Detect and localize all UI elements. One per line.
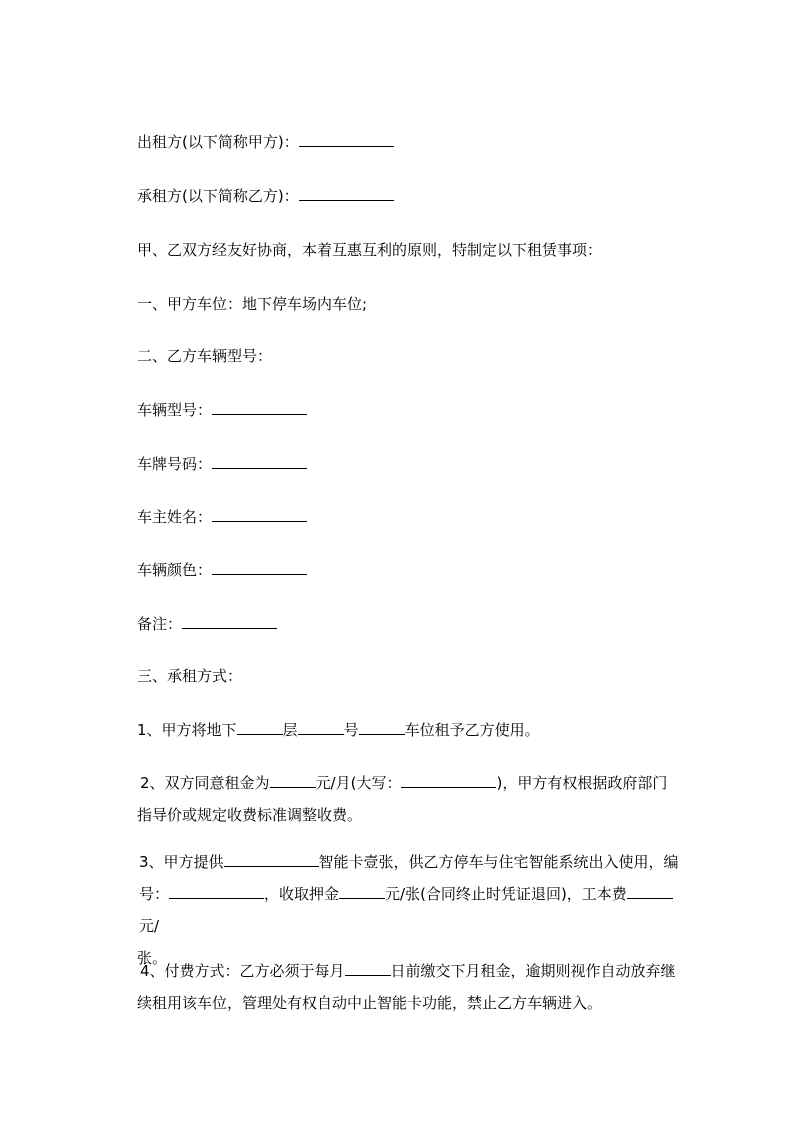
item3-text-g: 张。 (137, 949, 168, 967)
remark-blank[interactable] (182, 614, 277, 629)
vehicle-model-line (137, 400, 307, 420)
vehicle-color-blank[interactable] (212, 560, 307, 575)
item2-text-a: 2、双方同意租金为 (140, 774, 270, 792)
lessor-label: 出租方(以下简称甲方)： (137, 133, 299, 151)
card-provider-blank[interactable] (224, 852, 319, 867)
lessee-blank[interactable] (299, 186, 394, 201)
item3-text-f: 元/ (139, 917, 160, 935)
item4-text-a: 4、付费方式：乙方必须于每月 (140, 962, 345, 980)
deposit-blank[interactable] (339, 884, 385, 899)
item2-text-b: 元/月(大写： (315, 774, 402, 792)
lessor-line (137, 132, 394, 152)
item2-text-c: )，甲方有权根据政府部门 (496, 774, 668, 792)
payment-day-blank[interactable] (345, 961, 391, 976)
item4-text-c: 续租用该车位，管理处有权自动中止智能卡功能，禁止乙方车辆进入。 (137, 994, 603, 1012)
remark-line (137, 614, 277, 634)
space-blank[interactable] (359, 720, 405, 735)
item1-text-a: 1、甲方将地下 (137, 721, 237, 739)
plate-number-line (137, 454, 307, 474)
item3-text-e: 元/张(合同终止时凭证退回)，工本费 (385, 885, 627, 903)
section1-text: 一、甲方车位：地下停车场内车位; (137, 295, 368, 313)
item3-text-d: ，收取押金 (264, 885, 340, 903)
section2-title: 二、乙方车辆型号： (137, 347, 273, 365)
vehicle-color-label: 车辆颜色： (137, 561, 213, 579)
item1-text-b: 层 (282, 721, 298, 739)
rent-uppercase-blank[interactable] (401, 773, 496, 788)
item4-paragraph (109, 955, 689, 1019)
lessor-blank[interactable] (299, 132, 394, 147)
plate-number-label: 车牌号码： (137, 455, 213, 473)
card-number-blank[interactable] (169, 884, 264, 899)
section3-title: 三、承租方式： (137, 667, 243, 685)
lessee-line (137, 186, 394, 206)
owner-name-label: 车主姓名： (137, 508, 213, 526)
plate-number-blank[interactable] (212, 454, 307, 469)
item4-text-b: 日前缴交下月租金，逾期则视作自动放弃继 (390, 962, 676, 980)
item3-text-a: 3、甲方提供 (139, 853, 224, 871)
lessee-label: 承租方(以下简称乙方)： (137, 187, 299, 205)
item3-text-b: 智能卡壹张，供乙方停车与住宅智能系统出入使用，编 (318, 853, 679, 871)
intro-text: 甲、乙双方经友好协商，本着互惠互利的原则，特制定以下租赁事项： (137, 241, 603, 259)
item2-paragraph (109, 767, 689, 831)
owner-name-line (137, 507, 307, 527)
item2-text-d: 指导价或规定收费标准调整收费。 (137, 806, 363, 824)
rent-blank[interactable] (270, 773, 316, 788)
item1-text-d: 车位租予乙方使用。 (404, 721, 540, 739)
vehicle-color-line (137, 560, 307, 580)
fee-blank[interactable] (627, 884, 673, 899)
floor-blank[interactable] (237, 720, 283, 735)
vehicle-model-blank[interactable] (212, 400, 307, 415)
owner-name-blank[interactable] (212, 507, 307, 522)
item3-text-c: 号： (139, 885, 170, 903)
number-blank[interactable] (298, 720, 344, 735)
item1-line (137, 720, 540, 740)
vehicle-model-label: 车辆型号： (137, 401, 213, 419)
remark-label: 备注： (137, 615, 183, 633)
item1-text-c: 号 (343, 721, 359, 739)
